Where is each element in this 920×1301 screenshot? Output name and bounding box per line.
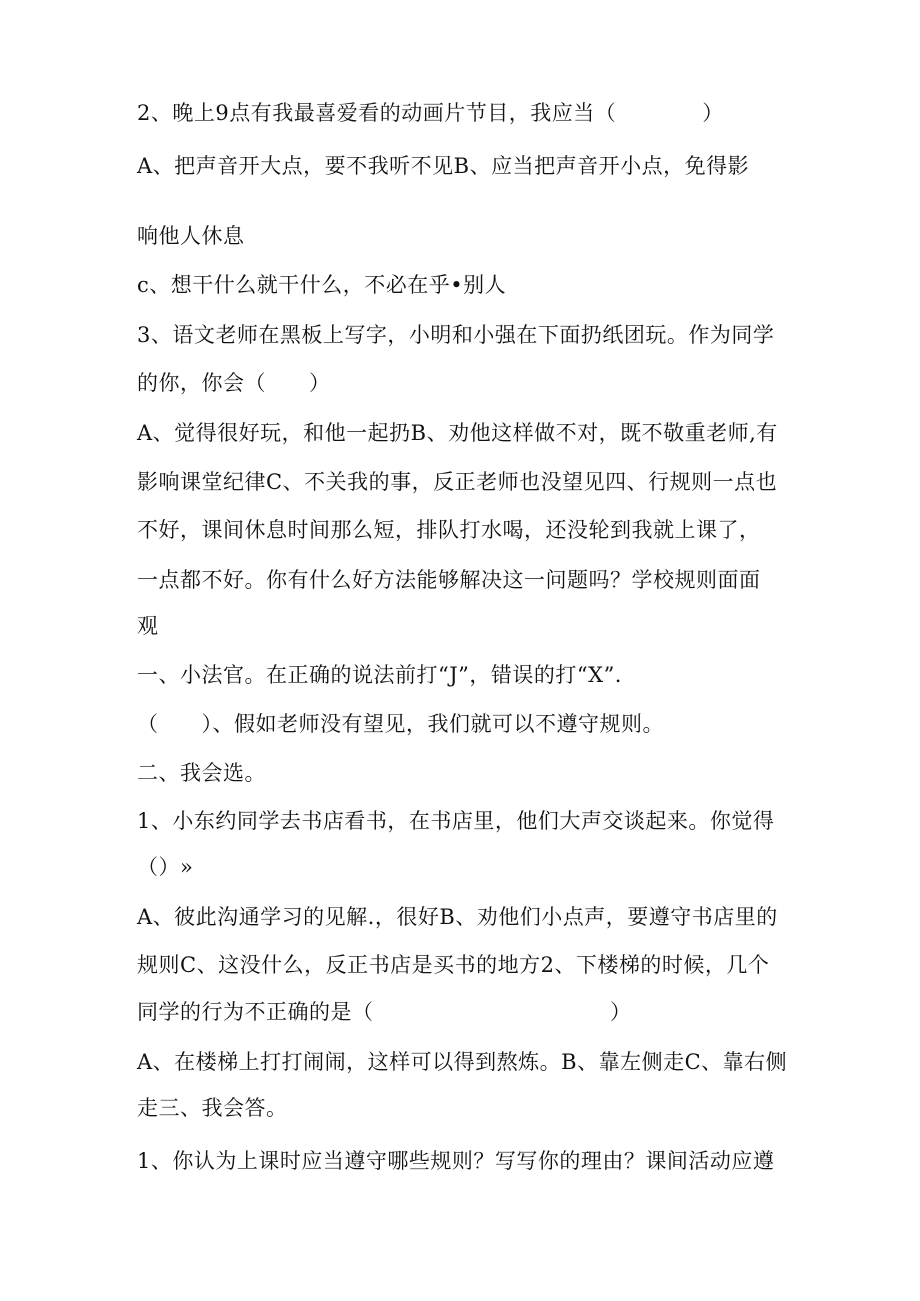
text-line: 观: [137, 614, 159, 638]
text-line: A、把声音开大点，要不我听不见B、应当把声音开小点，免得影: [137, 154, 750, 178]
text-line: 响他人休息: [137, 224, 245, 248]
text-line: 不好，课间休息时间那么短，排队打水喝，还没轮到我就上课了，: [137, 518, 761, 542]
text-line: 一、小法官。在正确的说法前打“J”，错误的打“X”.: [137, 663, 622, 687]
text-line: 2、晚上9点有我最喜爱看的动画片节目，我应当（ ）: [137, 101, 724, 125]
text-line: 一点都不好。你有什么好方法能够解决这一问题吗？学校规则面面: [137, 568, 761, 592]
text-line: （）»: [137, 855, 194, 879]
text-line: 3、语文老师在黑板上写字，小明和小强在下面扔纸团玩。作为同学: [137, 323, 775, 347]
text-line: 二、我会选。: [137, 761, 266, 785]
text-line: 1、你认为上课时应当遵守哪些规则？写写你的理由？课间活动应遵: [137, 1149, 775, 1173]
text-line: 1、小东约同学去书店看书，在书店里，他们大声交谈起来。你觉得: [137, 809, 775, 833]
text-line: A、彼此沟通学习的见解.，很好B、劝他们小点声，要遵守书店里的: [137, 905, 778, 929]
text-line: 同学的行为不正确的是（ ）: [137, 1000, 632, 1024]
text-line: 的你，你会（ ）: [137, 371, 331, 395]
text-line: 规则C、这没什么，反正书店是买书的地方2、下楼梯的时候，几个: [137, 953, 770, 977]
text-line: （ ）、假如老师没有望见，我们就可以不遵守规则。: [137, 712, 664, 736]
text-line: A、在楼梯上打打闹闹，这样可以得到熬炼。B、靠左侧走C、靠右侧: [137, 1050, 788, 1074]
text-line: c、想干什么就干什么，不必在乎•别人: [137, 273, 507, 297]
text-line: 走三、我会答。: [137, 1096, 288, 1120]
text-line: 影响课堂纪律C、不关我的事，反正老师也没望见四、行规则一点也: [137, 470, 778, 494]
text-line: A、觉得很好玩，和他一起扔B、劝他这样做不对，既不敬重老师,有: [137, 421, 778, 445]
